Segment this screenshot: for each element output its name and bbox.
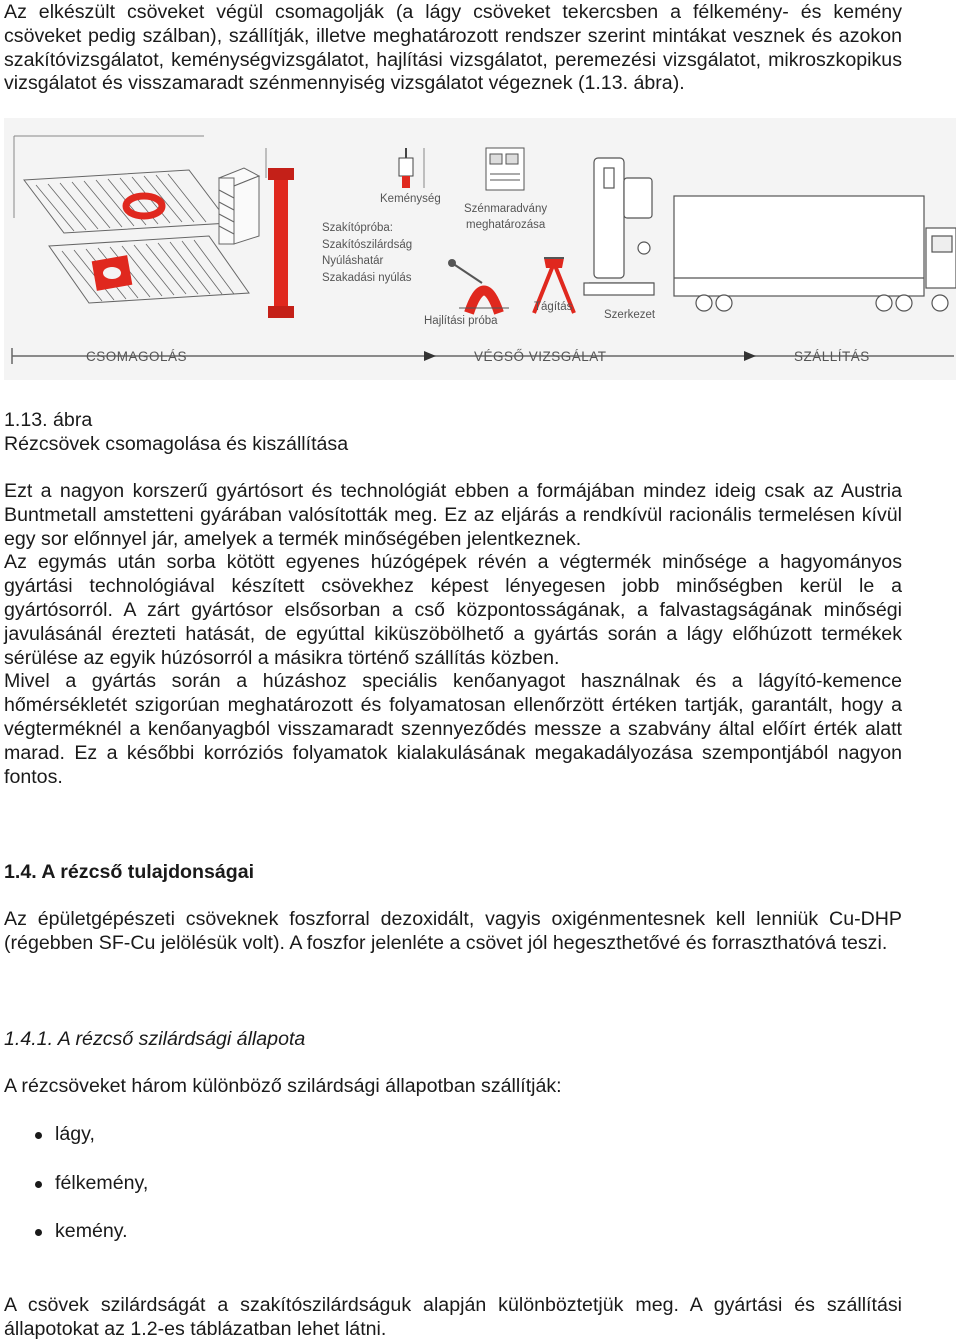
list-item: kemény. bbox=[4, 1219, 148, 1268]
figure-title: Rézcsövek csomagolása és kiszállítása bbox=[4, 432, 349, 455]
intro-paragraph: Az elkészült csöveket végül csomagolják (a lágy csöveket tekercsben a félkemény- és kemény csöveket pedig szálban), szállítják, illetve meghatározott rendszer szerint mintákat vesznek és azokon szakítóvizsgálatot, keménységvizsgálatot, hajlítási vizsgálatot, peremezési vizsgálatot, mikroszkopikus vizsgálatot és visszamaradt szénmennyiség vizsgálatot végeznek (1.13. ábra). bbox=[4, 1, 902, 95]
figure-illustration bbox=[4, 118, 956, 380]
label-szerkezet: Szerkezet bbox=[604, 309, 656, 321]
subsection-heading: 1.4.1. A rézcső szilárdsági állapota bbox=[4, 1028, 306, 1050]
label-csomagolas: CSOMAGOLÁS bbox=[86, 349, 188, 364]
list-item: lágy, bbox=[4, 1122, 148, 1171]
truck-icon bbox=[674, 196, 956, 311]
bullet-icon bbox=[35, 1229, 42, 1236]
label-hajlitasi-proba: Hajlítási próba bbox=[424, 315, 498, 327]
label-kemenyseg: Keménység bbox=[380, 193, 441, 205]
label-vegso-vizsgalat: VÉGSŐ VIZSGÁLAT bbox=[474, 349, 607, 364]
bullet-icon bbox=[35, 1181, 42, 1188]
label-meghatarozasa: meghatározása bbox=[466, 219, 546, 231]
label-szakadasi-nyulas: Szakadási nyúlás bbox=[322, 272, 412, 284]
label-szenmaradvany: Szénmaradvány bbox=[464, 203, 548, 215]
label-nyulashatar: Nyúláshatár bbox=[322, 255, 384, 267]
body-paragraph: Mivel a gyártás során a húzáshoz speciális kenőanyagot használnak és a lágyító-kemence hőmérsékletét szigorúan meghatározott és folyamatosan ellenőrzött értéken tartják, garantált, hogy a végterméknél a kenőanyagból visszamaradt szennyeződés messze a szabvány által előírt érték alatt marad. Ez a későbbi korróziós folyamatok kialakulásának megakadályozása szempontjából nagyon fontos. bbox=[4, 670, 902, 788]
list-lead: A rézcsöveket három különböző szilárdsági állapotban szállítják: bbox=[4, 1075, 562, 1097]
section-heading: 1.4. A rézcső tulajdonságai bbox=[4, 861, 255, 883]
body-paragraph-properties: Az épületgépészeti csöveknek foszforral dezoxidált, vagyis oxigénmentesnek kell lenniük Cu-DHP (régebben SF-Cu jelölésük volt). A foszfor jelenléte a csövet jól hegeszthetővé és forraszthatóvá teszi. bbox=[4, 908, 902, 954]
carbon-analyzer-icon bbox=[486, 148, 524, 190]
figure-packaging-shipping bbox=[4, 118, 956, 380]
closing-paragraph: A csövek szilárdságát a szakítószilárdságuk alapján különböztetjük meg. A gyártási és szállítási állapotokat az 1.2-es táblázatban lehet látni. bbox=[4, 1294, 902, 1340]
label-szakitoproba: Szakítópróba: bbox=[322, 222, 393, 234]
stacked-boxes-icon bbox=[219, 168, 259, 244]
tensile-specimen-icon bbox=[274, 168, 288, 318]
figure-number: 1.13. ábra bbox=[4, 409, 93, 431]
label-tagitas: Tágítás bbox=[534, 301, 573, 313]
strength-state-list bbox=[4, 1122, 148, 1268]
label-szakitoszilardsag: Szakítószilárdság bbox=[322, 239, 413, 251]
bullet-icon bbox=[35, 1132, 42, 1139]
body-section-1 bbox=[4, 480, 902, 789]
list-item: félkemény, bbox=[4, 1171, 148, 1220]
label-szallitas: SZÁLLÍTÁS bbox=[794, 349, 870, 364]
body-paragraph: Ezt a nagyon korszerű gyártósort és technológiát ebben a formájában mindez ideig csak az Austria Buntmetall amstetteni gyárában valósították meg. Ez az eljárás a rendkívül racionális termelésen kívül egy sor előnnyel jár, amelyek a termék minőségében jelentkeznek. bbox=[4, 480, 902, 550]
figure-caption bbox=[4, 409, 348, 457]
body-paragraph: Az egymás után sorba kötött egyenes húzógépek révén a végtermék minősége a hagyományos gyártási technológiával készített csövekhez képest lényegesen jobb minőségben kerül le a gyártósorról. A zárt gyártósor elsősorban a cső központosságának, a falvastagságának minőségi javulásánál érezteti hatását, de egyúttal kiküszöbölhető a gyártás során a lágy előhúzott termékek sérülése az egyik húzósorról a másikra történő szállítás közben. bbox=[4, 551, 902, 669]
